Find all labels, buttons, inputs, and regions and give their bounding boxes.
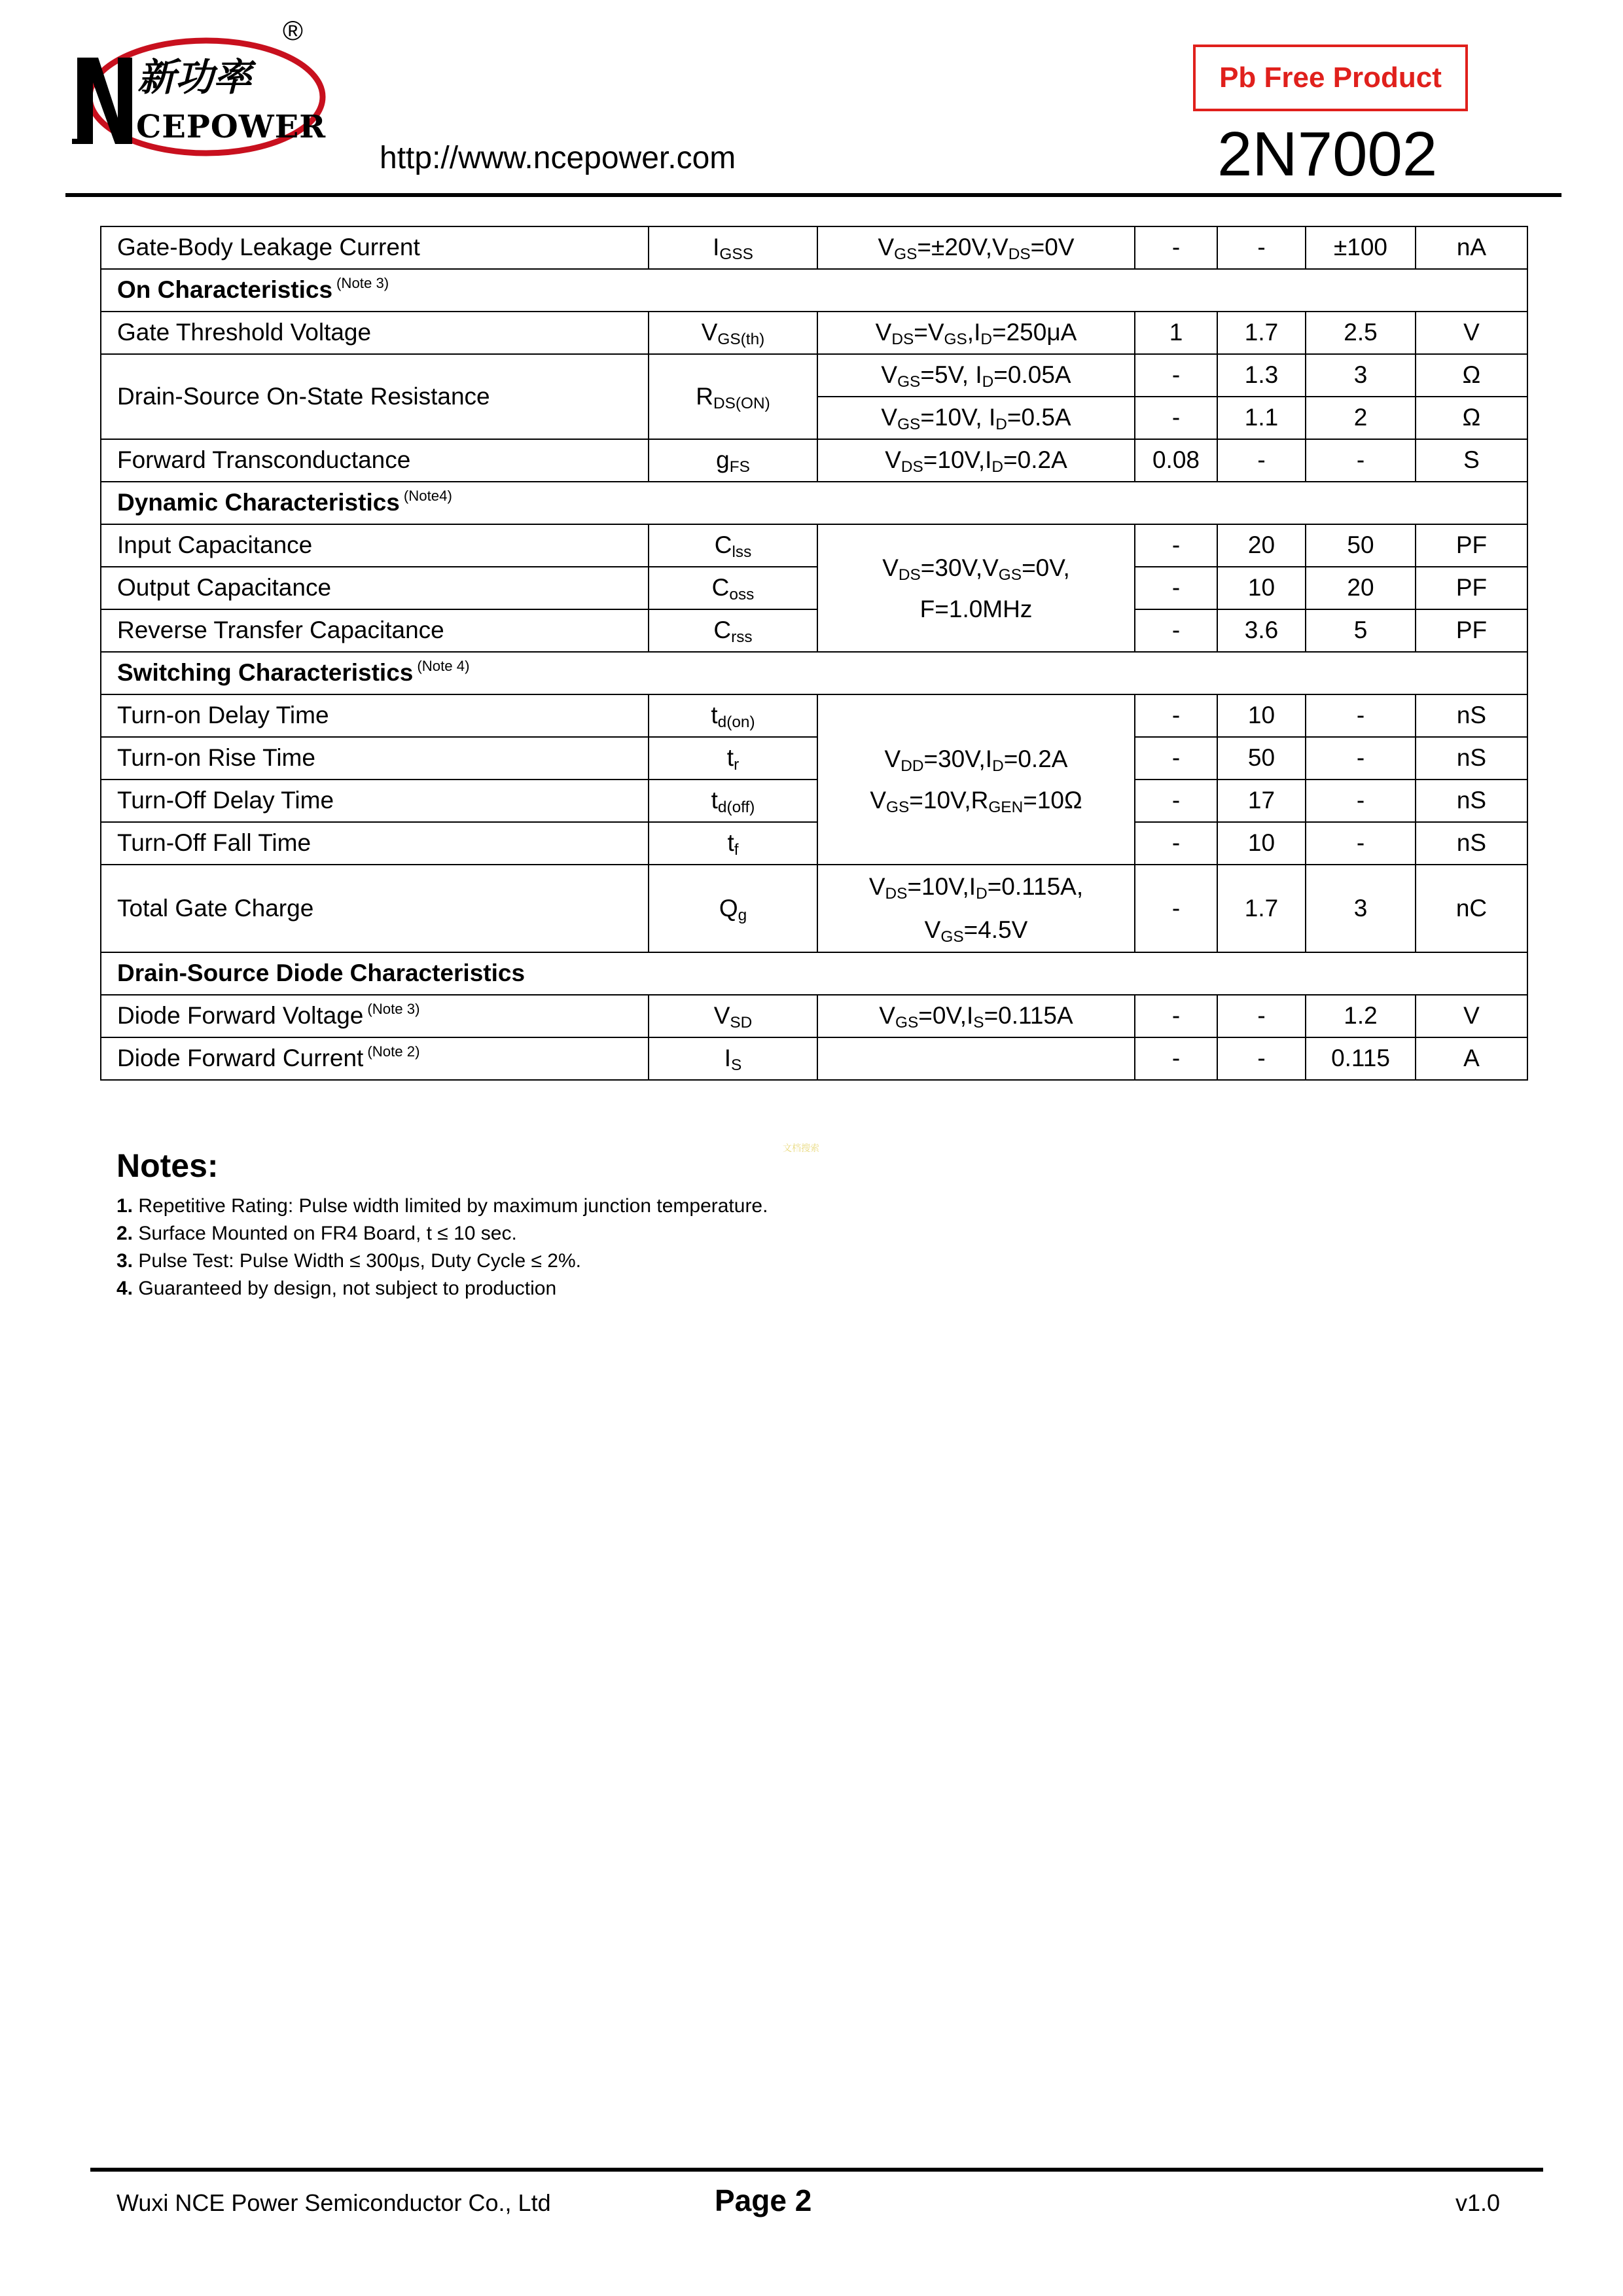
- table-row: [101, 567, 1527, 609]
- parameter-cell: [101, 780, 649, 822]
- unit-value: nS: [1416, 694, 1527, 737]
- condition-cell: $V_{DS}=10V,I_D=0.115A$, $V_{GS}=4.5V$: [817, 865, 1135, 952]
- page-number: Page 2: [715, 2183, 812, 2217]
- condition-cell: $V_{DD}=30V,I_D=0.2A$ $V_{GS}=10V,R_{GEN}=10\Omega$: [817, 694, 1135, 865]
- unit-value: PF: [1416, 524, 1527, 567]
- min-value: -: [1135, 524, 1217, 567]
- parameter-name: Gate-Body Leakage Current: [117, 234, 420, 261]
- typ-value: 3.6: [1217, 609, 1306, 652]
- typ-value: 1.7: [1217, 865, 1306, 952]
- table-row: [101, 995, 1527, 1037]
- min-value: -: [1135, 397, 1217, 439]
- min-value: -: [1135, 780, 1217, 822]
- symbol-cell: $V_{GS(th)}$: [649, 312, 817, 354]
- logo-text-cn: 新功率: [137, 55, 252, 99]
- max-value: -: [1306, 694, 1416, 737]
- section-row: [101, 952, 1527, 995]
- max-value: 50: [1306, 524, 1416, 567]
- parameter-cell: [101, 354, 649, 439]
- max-value: 20: [1306, 567, 1416, 609]
- unit-value: nS: [1416, 822, 1527, 865]
- table-row: [101, 439, 1527, 482]
- section-title-text: Switching Characteristics: [117, 659, 414, 687]
- min-value: -: [1135, 609, 1217, 652]
- note-item: 4. Guaranteed by design, not subject to production: [116, 1278, 557, 1299]
- section-title: [101, 482, 1527, 524]
- typ-value: 1.3: [1217, 354, 1306, 397]
- registered-mark: ®: [283, 15, 303, 46]
- symbol-cell: $C_{rss}$: [649, 609, 817, 652]
- table-row: [101, 780, 1527, 822]
- symbol-cell: $t_f$: [649, 822, 817, 865]
- parameter-name: Input Capacitance: [117, 531, 313, 559]
- section-title-text: On Characteristics: [117, 276, 333, 304]
- section-title-text: Dynamic Characteristics: [117, 489, 400, 516]
- min-value: -: [1135, 694, 1217, 737]
- table-row: [101, 1037, 1527, 1080]
- symbol-cell: $I_{GSS}$: [649, 226, 817, 269]
- watermark: 文档搜索: [783, 1143, 819, 1153]
- parameter-name: Turn-Off Delay Time: [117, 787, 334, 814]
- symbol-cell: $C_{lss}$: [649, 524, 817, 567]
- parameter-name: Drain-Source On-State Resistance: [117, 382, 490, 410]
- parameter-name: Total Gate Charge: [117, 894, 314, 922]
- condition-cell: $V_{GS}=0V,I_S=0.115A$: [817, 995, 1135, 1037]
- parameter-name: Output Capacitance: [117, 574, 332, 601]
- symbol-cell: $t_{d(on)}$: [649, 694, 817, 737]
- max-value: 1.2: [1306, 995, 1416, 1037]
- max-value: -: [1306, 780, 1416, 822]
- document-version: v1.0: [1455, 2189, 1501, 2216]
- typ-value: 10: [1217, 694, 1306, 737]
- electrical-characteristics-table: [100, 226, 1528, 1081]
- table-row: [101, 865, 1527, 952]
- condition-cell: $V_{GS}=\pm 20V,V_{DS}=0V$: [817, 226, 1135, 269]
- symbol-cell: $I_S$: [649, 1037, 817, 1080]
- pb-free-label: Pb Free Product: [1219, 62, 1442, 94]
- max-value: 3: [1306, 865, 1416, 952]
- parameter-name: Gate Threshold Voltage: [117, 319, 372, 346]
- max-value: 0.115: [1306, 1037, 1416, 1080]
- unit-value: nA: [1416, 226, 1527, 269]
- condition-cell: $V_{GS}=5V$, $I_D=0.05A$: [817, 354, 1135, 397]
- part-number: 2N7002: [1217, 119, 1438, 189]
- website-url[interactable]: http://www.ncepower.com: [380, 141, 736, 175]
- max-value: -: [1306, 737, 1416, 780]
- note-item: 3. Pulse Test: Pulse Width ≤ 300μs, Duty Cycle ≤ 2%.: [116, 1250, 581, 1272]
- condition-cell: $V_{GS}=10V$, $I_D=0.5A$: [817, 397, 1135, 439]
- unit-value: V: [1416, 995, 1527, 1037]
- typ-value: 17: [1217, 780, 1306, 822]
- table-row: [101, 312, 1527, 354]
- typ-value: 10: [1217, 567, 1306, 609]
- max-value: -: [1306, 822, 1416, 865]
- company-name: Wuxi NCE Power Semiconductor Co., Ltd: [116, 2189, 551, 2216]
- symbol-cell: $C_{oss}$: [649, 567, 817, 609]
- parameter-name: Turn-on Delay Time: [117, 702, 329, 729]
- section-title: [101, 952, 1527, 995]
- min-value: 1: [1135, 312, 1217, 354]
- parameter-name: Forward Transconductance: [117, 446, 411, 474]
- typ-value: 20: [1217, 524, 1306, 567]
- section-note-ref: (Note 3): [336, 274, 389, 291]
- typ-value: 10: [1217, 822, 1306, 865]
- parameter-cell: [101, 737, 649, 780]
- symbol-cell: $t_{d(off)}$: [649, 780, 817, 822]
- footer-divider: [90, 2168, 1543, 2172]
- parameter-name: Reverse Transfer Capacitance: [117, 617, 444, 644]
- unit-value: V: [1416, 312, 1527, 354]
- table-row: [101, 354, 1527, 397]
- parameter-cell: [101, 609, 649, 652]
- symbol-cell: $V_{SD}$: [649, 995, 817, 1037]
- parameter-cell: [101, 822, 649, 865]
- parameter-name: Diode Forward Voltage: [117, 1002, 364, 1030]
- min-value: -: [1135, 737, 1217, 780]
- max-value: ±100: [1306, 226, 1416, 269]
- unit-value: A: [1416, 1037, 1527, 1080]
- section-title: [101, 269, 1527, 312]
- unit-value: nC: [1416, 865, 1527, 952]
- min-value: -: [1135, 822, 1217, 865]
- unit-value: PF: [1416, 567, 1527, 609]
- min-value: -: [1135, 354, 1217, 397]
- parameter-cell: [101, 694, 649, 737]
- typ-value: 1.1: [1217, 397, 1306, 439]
- parameter-cell: [101, 312, 649, 354]
- table-row: [101, 737, 1527, 780]
- parameter-cell: [101, 226, 649, 269]
- notes-title: Notes:: [116, 1147, 219, 1184]
- symbol-cell: $g_{FS}$: [649, 439, 817, 482]
- symbol-cell: $Q_g$: [649, 865, 817, 952]
- table-row: [101, 609, 1527, 652]
- max-value: 5: [1306, 609, 1416, 652]
- max-value: 2: [1306, 397, 1416, 439]
- typ-value: -: [1217, 226, 1306, 269]
- unit-value: PF: [1416, 609, 1527, 652]
- pb-free-badge: [1193, 45, 1468, 111]
- logo-text-en: CEPOWER: [136, 109, 327, 145]
- unit-value: S: [1416, 439, 1527, 482]
- symbol-cell: $R_{DS(ON)}$: [649, 354, 817, 439]
- condition-cell: $V_{DS}=30V,V_{GS}=0V$, F=1.0MHz: [817, 524, 1135, 652]
- section-title-text: Drain-Source Diode Characteristics: [117, 960, 526, 987]
- min-value: 0.08: [1135, 439, 1217, 482]
- section-note-ref: (Note 4): [417, 657, 470, 674]
- symbol-cell: $t_r$: [649, 737, 817, 780]
- table-row: [101, 524, 1527, 567]
- typ-value: -: [1217, 439, 1306, 482]
- section-row: [101, 269, 1527, 312]
- min-value: -: [1135, 567, 1217, 609]
- typ-value: -: [1217, 1037, 1306, 1080]
- parameter-cell: [101, 995, 649, 1037]
- typ-value: 1.7: [1217, 312, 1306, 354]
- note-item: 2. Surface Mounted on FR4 Board, t ≤ 10 sec.: [116, 1223, 517, 1244]
- typ-value: -: [1217, 995, 1306, 1037]
- parameter-cell: [101, 567, 649, 609]
- note-item: 1. Repetitive Rating: Pulse width limited by maximum junction temperature.: [116, 1195, 768, 1217]
- min-value: -: [1135, 865, 1217, 952]
- parameter-cell: [101, 524, 649, 567]
- parameter-name: Turn-Off Fall Time: [117, 829, 312, 857]
- table-row: [101, 822, 1527, 865]
- condition-cell: [817, 1037, 1135, 1080]
- condition-cell: $V_{DS}=V_{GS},I_D=250\mu A$: [817, 312, 1135, 354]
- max-value: 3: [1306, 354, 1416, 397]
- parameter-name: Turn-on Rise Time: [117, 744, 315, 772]
- table-row: [101, 694, 1527, 737]
- notes-list: [116, 1193, 768, 1302]
- min-value: -: [1135, 1037, 1217, 1080]
- header-divider: [65, 193, 1561, 197]
- parameter-note-ref: (Note 2): [367, 1043, 420, 1060]
- table-row: [101, 226, 1527, 269]
- parameter-note-ref: (Note 3): [367, 1000, 420, 1017]
- min-value: -: [1135, 995, 1217, 1037]
- parameter-name: Diode Forward Current: [117, 1045, 364, 1072]
- unit-value: nS: [1416, 780, 1527, 822]
- section-note-ref: (Note4): [403, 487, 452, 504]
- unit-value: nS: [1416, 737, 1527, 780]
- parameter-cell: [101, 1037, 649, 1080]
- max-value: -: [1306, 439, 1416, 482]
- section-title: [101, 652, 1527, 694]
- unit-value: Ω: [1416, 397, 1527, 439]
- section-row: [101, 652, 1527, 694]
- max-value: 2.5: [1306, 312, 1416, 354]
- unit-value: Ω: [1416, 354, 1527, 397]
- section-row: [101, 482, 1527, 524]
- typ-value: 50: [1217, 737, 1306, 780]
- parameter-cell: [101, 439, 649, 482]
- condition-cell: $V_{DS}=10V,I_D=0.2A$: [817, 439, 1135, 482]
- min-value: -: [1135, 226, 1217, 269]
- parameter-cell: [101, 865, 649, 952]
